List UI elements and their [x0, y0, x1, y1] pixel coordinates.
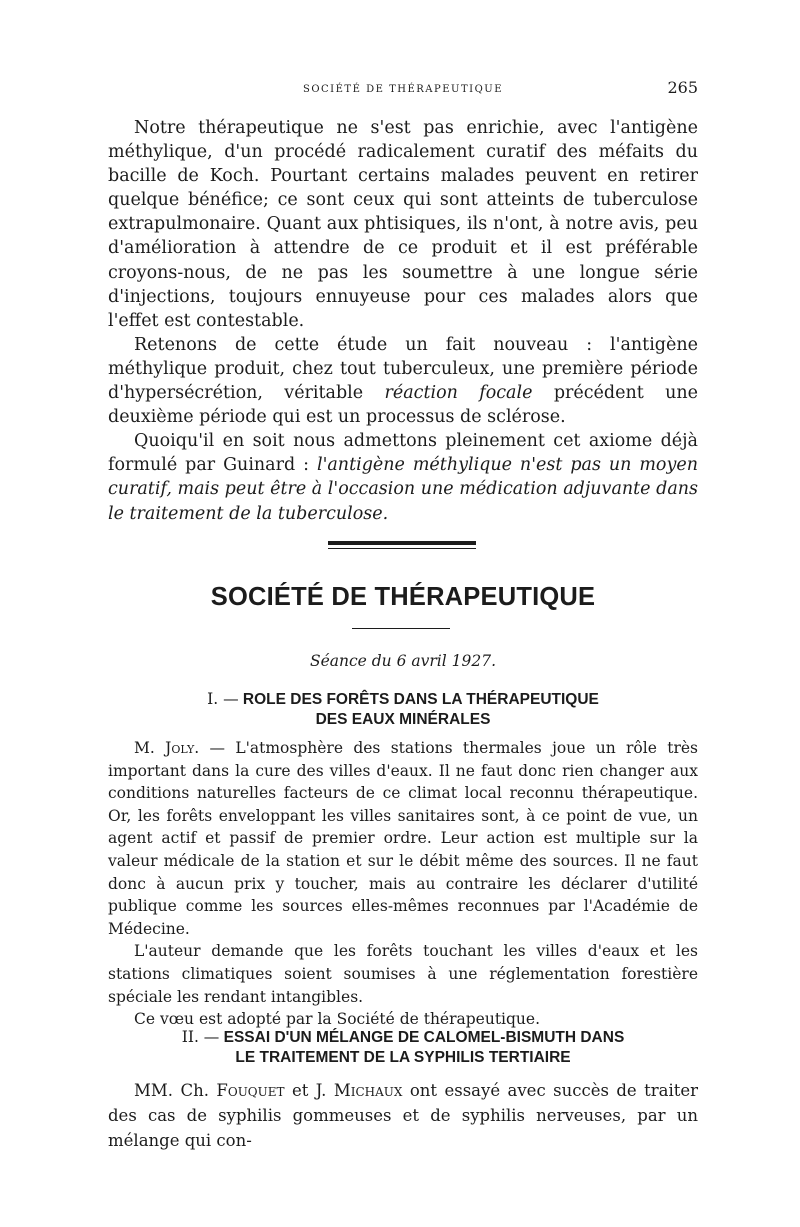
paragraph-text: — L'atmosphère des stations thermales joue un rôle très important dans la cure des villes d'eaux. Il ne faut donc rien changer aux conditions naturelles facteurs de ce climat local reconnu thérapeutique. Or, les forêts enveloppant les villes sanitaires sont, à ce point de vue, un agent actif et passif de premier ordre. Leur action est multiple sur la valeur médicale de la station et sur le débit même des sources. Il ne faut donc à aucun prix y toucher, mais au contraire les déclarer d'utilité publique comme les sources elles-mêmes reconnues par l'Académie de Médecine. [108, 739, 698, 938]
section-number: II. — [181, 1028, 220, 1046]
section-2-title-line-1 [108, 1027, 698, 1048]
page-number: 265 [667, 78, 698, 97]
author-name: M. Joly. [134, 739, 200, 757]
section-2-heading [108, 1027, 698, 1068]
rule-thick [328, 541, 476, 545]
paragraph-text: précédent une deuxième période qui est un processus de sclérose. [108, 383, 699, 428]
title-underline [352, 628, 450, 629]
authors-prefix: MM. Ch. [134, 1081, 209, 1100]
paragraph-text: Retenons de cette étude un fait nouveau : l'antigène méthylique produit, chez tout tuberculeux, une première période d'hypersécrétion, véritable [108, 334, 698, 404]
conjunction: et J. [291, 1081, 327, 1100]
rule-thin [328, 548, 476, 549]
paragraph [108, 429, 698, 525]
section-title-text: ROLE DES FORÊTS DANS LA THÉRAPEUTIQUE [242, 691, 599, 708]
paragraph-text: ont essayé avec succès de traiter des cas de syphilis gommeuses et de syphilis nerveuses, par un mélange qui con- [108, 1081, 699, 1150]
paragraph: Notre thérapeutique ne s'est pas enrichie, avec l'antigène méthylique, d'un procédé radicalement curatif des méfaits du bacille de Koch. Pourtant certains malades peuvent en retirer quelque bénéfice; ce sont ceux qui sont atteints de tuberculose extrapulmonaire. Quant aux phtisiques, ils n'ont, à notre avis, peu d'amélioration à attendre de ce produit et il est préférable croyons-nous, de ne pas les soumettre à une longue série d'injections, toujours ennuyeuse pour ces malades alors que l'effet est contestable. [108, 118, 698, 331]
seance-date: Séance du 6 avril 1927. [309, 652, 497, 670]
emphasis: réaction focale [384, 383, 533, 404]
running-title: SOCIÉTÉ DE THÉRAPEUTIQUE [302, 84, 504, 95]
article-conclusion [108, 116, 698, 526]
paragraph: L'auteur demande que les forêts touchant les villes d'eaux et les stations climatiques soient soumises à une réglementation forestière spéciale les rendant intangibles. [108, 942, 698, 1006]
ornamental-rule [328, 541, 476, 549]
section-title-text: ESSAI D'UN MÉLANGE DE CALOMEL-BISMUTH DANS [223, 1029, 625, 1046]
section-number: I. — [207, 690, 239, 708]
paragraph [108, 333, 698, 429]
section-1-body [108, 737, 698, 1031]
section-2-title-line-2: LE TRAITEMENT DE LA SYPHILIS TERTIAIRE [235, 1049, 571, 1066]
paragraph: Ce vœu est adopté par la Société de thérapeutique. [134, 1010, 541, 1029]
quoted-axiom: l'antigène méthylique n'est pas un moyen curatif, mais peut être à l'occasion une médication adjuvante dans le traitement de la tuberculose. [108, 455, 698, 524]
section-1-heading [108, 689, 698, 730]
section-1-title-line-1 [108, 689, 698, 710]
author-name: Fouquet [216, 1081, 285, 1100]
paragraph-text: Quoiqu'il en soit nous admettons pleinement cet axiome déjà formulé par Guinard : [108, 431, 698, 476]
section-1-title-line-2: DES EAUX MINÉRALES [315, 711, 491, 728]
paragraph [108, 1078, 698, 1153]
author-name: Michaux [333, 1081, 403, 1100]
society-title: SOCIÉTÉ DE THÉRAPEUTIQUE [210, 583, 596, 611]
section-2-body [108, 1078, 698, 1153]
paragraph [108, 737, 698, 940]
running-head [108, 80, 698, 100]
